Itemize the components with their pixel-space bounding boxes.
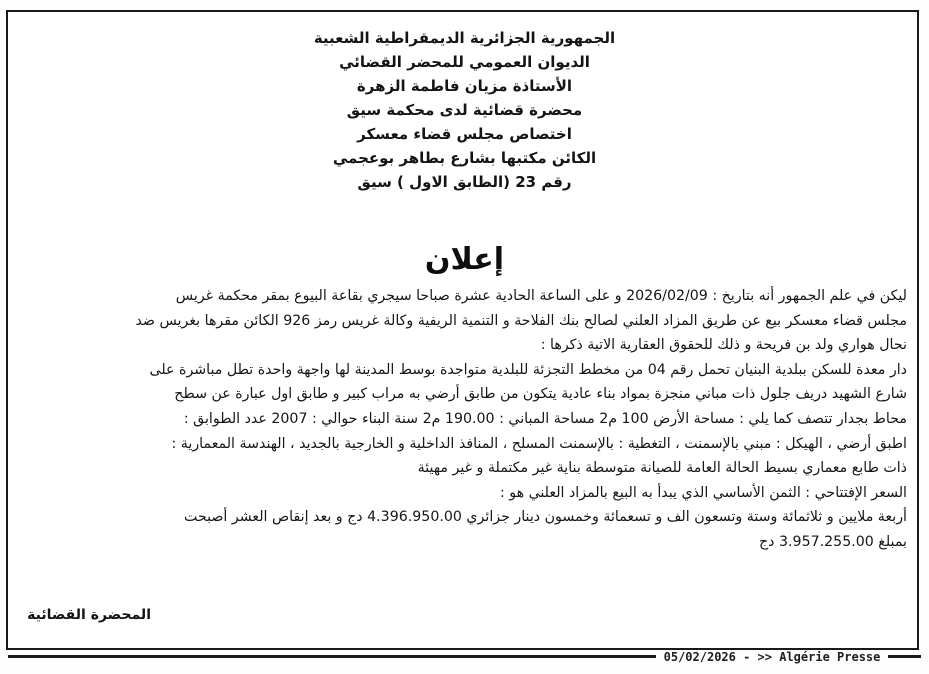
header-line-bailiff-name: الأستاذة مزيان فاطمة الزهرة (356, 77, 573, 95)
bailiff-signature: المحضرة القضائية (27, 607, 151, 623)
body-line: مجلس قضاء معسكر بيع عن طريق المزاد العلني لصالح بنك الفلاحة و التنمية الريفية وكالة غريس رمز 926 الكائن مقرها بغريس ضد (135, 312, 907, 329)
body-line: أربعة ملايين و ثلاثمائة وستة وتسعون الف و تسعمائة وخمسون دينار جزائري 4.396.950.00 دج و بعد إنقاص العشر أصبحت (184, 509, 907, 526)
body-line: السعر الإفتتاحي : الثمن الأساسي الذي يبدأ به البيع بالمزاد العلني هو : (499, 484, 907, 501)
body-line: محاط بجدار تتصف كما يلي : مساحة الأرض 100 م2 مساحة المباني : 190.00 م2 سنة البناء حوالي : 2007 عدد الطوابق : (183, 410, 907, 427)
footer-rule-left (8, 655, 656, 658)
footer-rule-right (888, 655, 921, 658)
body-line: نحال هواري ولد بن فريحة و ذلك للحقوق العقارية الاتية ذكرها : (540, 337, 907, 354)
body-line: اطبق أرضي ، الهيكل : مبني بالإسمنت ، التغطية : بالإسمنت المسلح ، المنافذ الداخلية و الخارجية بالجديد ، الهندسة المعمارية : (171, 435, 907, 452)
legal-notice-frame (6, 10, 919, 650)
header-line-address-number: رقم 23 (الطابق الاول ) سيق (357, 173, 572, 191)
body-line: بمبلغ 3.957.255.00 دج (759, 533, 907, 550)
body-line: ليكن في علم الجمهور أنه بتاريخ : 2026/02/09 و على الساعة الحادية عشرة صباحا سيجري بقاعة البيوع بمقر محكمة غريس (175, 288, 907, 304)
announcement-title: إعلان (424, 242, 505, 277)
header-line-office: الديوان العمومي للمحضر القضائي (339, 53, 590, 71)
announcement-body (22, 284, 907, 555)
header-line-jurisdiction: اختصاص مجلس قضاء معسكر (357, 125, 572, 143)
header-line-republic: الجمهورية الجزائرية الديمقراطية الشعبية (313, 29, 616, 47)
header-line-court: محضرة قضائية لدى محكمة سيق (346, 101, 583, 119)
notice-header (8, 26, 921, 194)
body-line: شارع الشهيد دريف جلول ذات مباني منجزة بمواد بناء عادية يتكون من طابق أرضي به مراب كبير و طابق اول عبارة عن سطح (174, 386, 907, 403)
body-line: دار معدة للسكن ببلدية البنيان تحمل رقم 04 من مخطط التجزئة للبلدية متواجدة بوسط المدينة لها واجهة واحدة تطل مباشرة على (149, 361, 907, 378)
header-line-office-address: الكائن مكتبها بشارع بطاهر بوعجمي (332, 149, 597, 167)
publication-footer (0, 648, 929, 668)
footer-date-source: 05/02/2026 - >> Algérie Presse (663, 650, 881, 664)
body-line: ذات طابع معماري بسيط الحالة العامة للصيانة متوسطة بناية غير مكتملة و غير مهيئة (417, 460, 907, 477)
